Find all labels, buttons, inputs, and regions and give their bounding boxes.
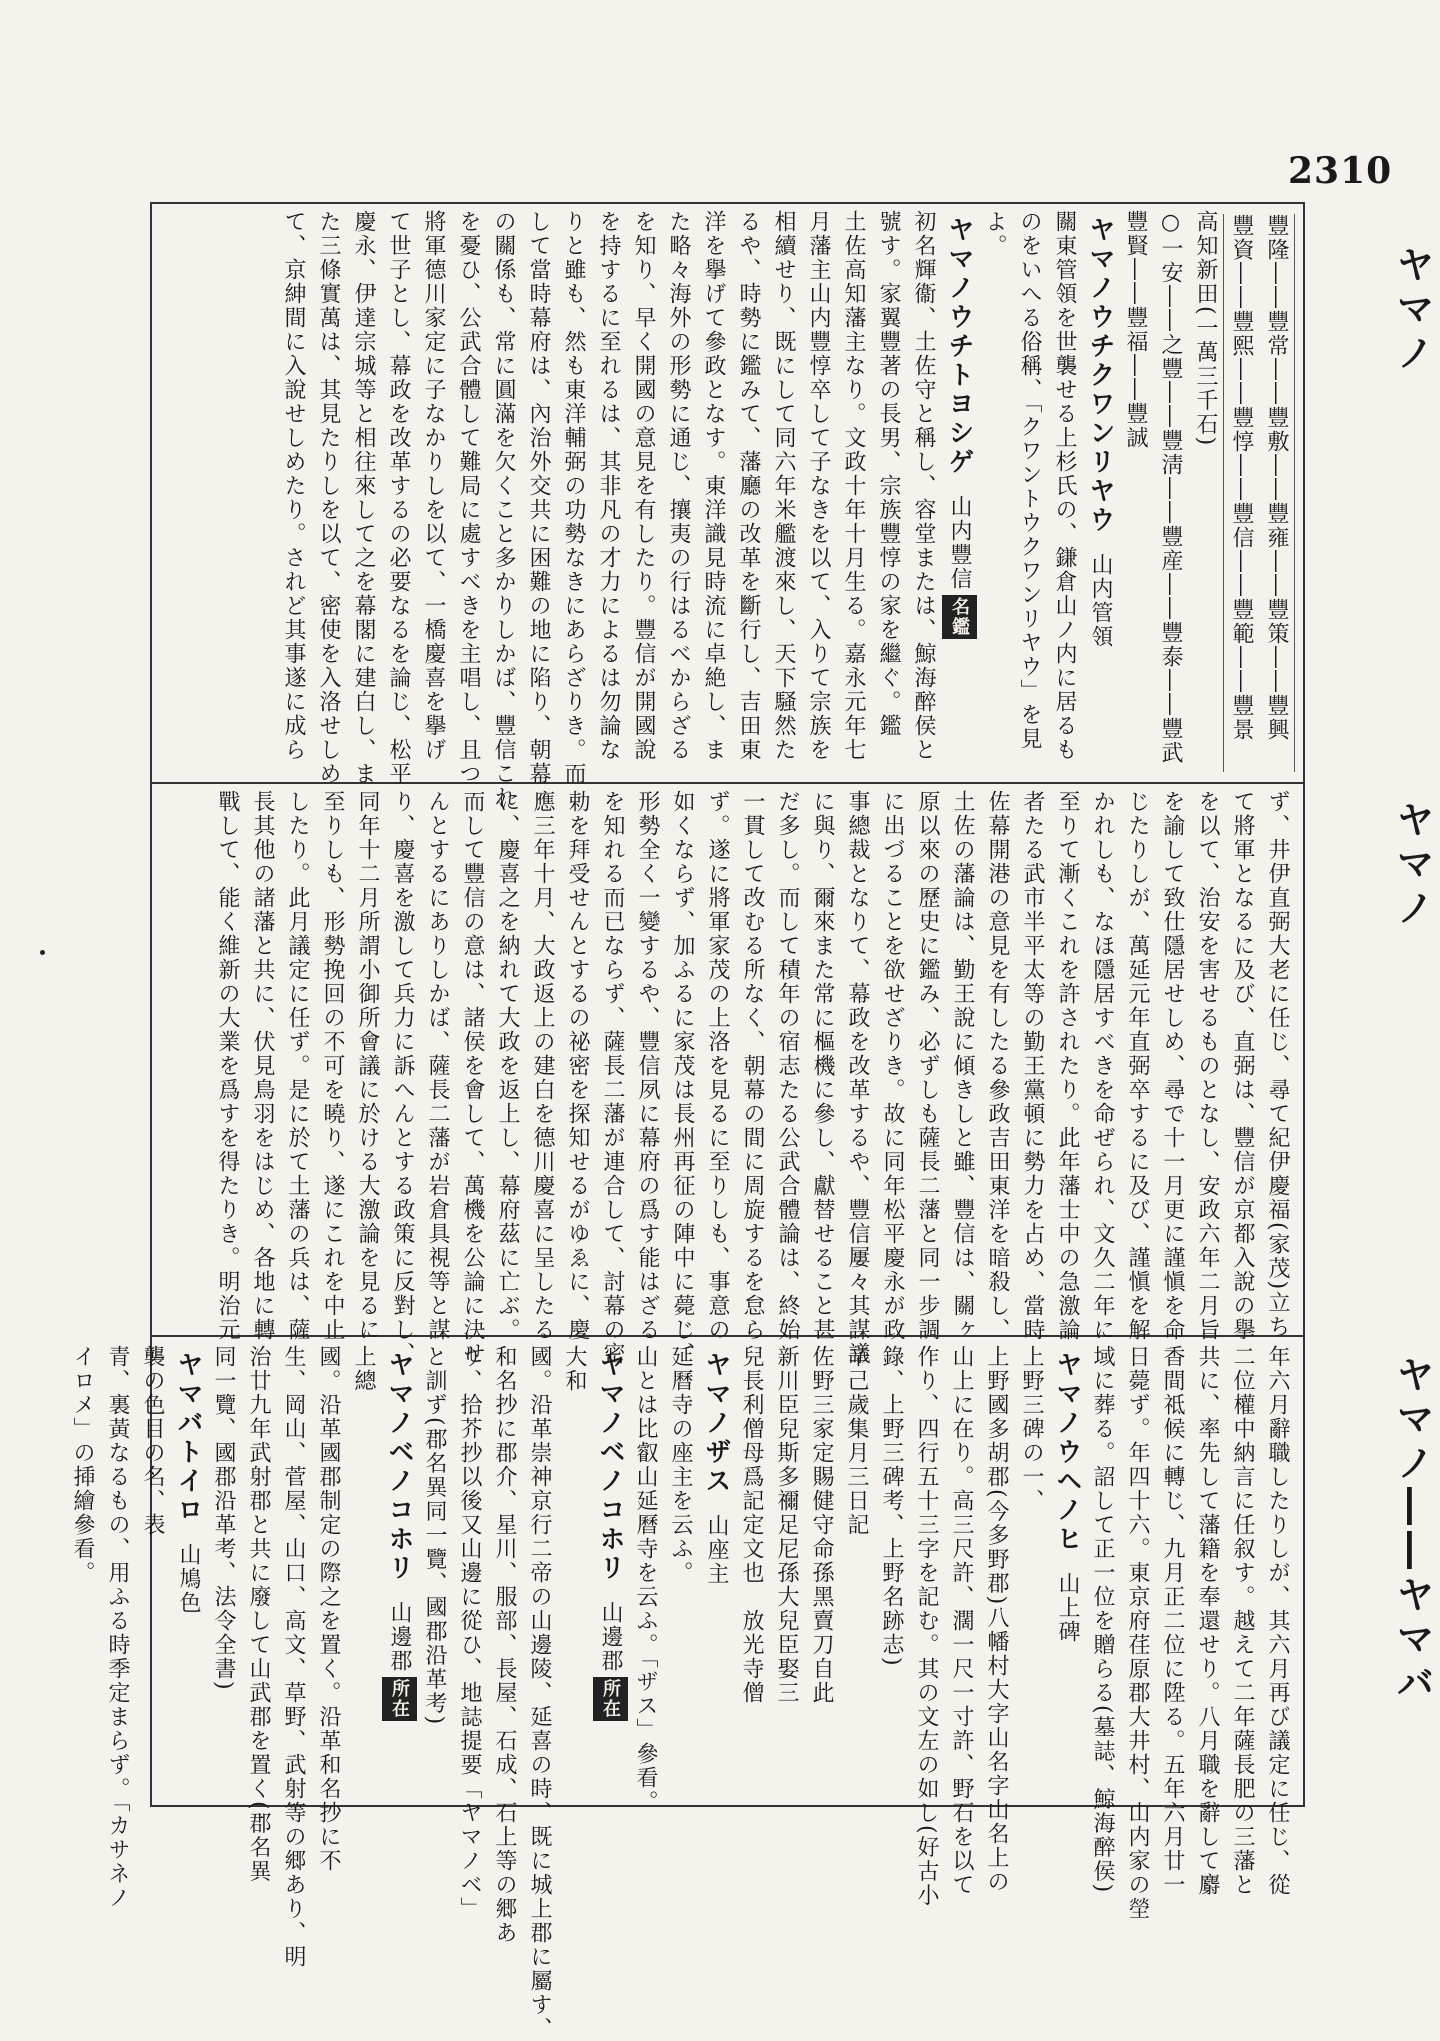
section-top: [160, 210, 1295, 810]
text-line: 和名抄に郡介、星川、服部、長屋、石成、石上等の郷あ: [492, 1345, 517, 1945]
text-line: よ。: [982, 210, 1007, 258]
text-line: 辛己歲集月三日記: [844, 1345, 869, 1537]
genealogy-chart: [1223, 214, 1295, 772]
text-line: 慶永、伊達宗城等と相往來して之を幕閣に建白し、ま: [351, 210, 376, 786]
entry-gloss: 山上碑: [1055, 1572, 1080, 1644]
genealogy-line: 豐資――豐熙――豐惇――豐信――豐範――豐景: [1229, 214, 1254, 742]
text-line: り、拾芥抄以後又山邊に從ひ、地誌提要「ヤマノベ」: [457, 1345, 482, 1921]
text-line: 國。沿革崇神京行二帝の山邊陵、延喜の時、既に城上郡に屬す、: [527, 1345, 552, 2041]
text-line: を憂ひ、公武合體して難局に處すべきを主唱し、且つ: [456, 210, 481, 786]
text-line: 而して豐信の意は、諸侯を會して、萬機を公論に決せ: [460, 790, 485, 1366]
text-line: して當時幕府は、內治外交共に困難の地に陷り、朝幕: [526, 210, 551, 786]
text-line: りと雖も、然も東洋輔弼の功勢なきにあらざりき。而: [561, 210, 586, 786]
text-line: の關係も、常に圓滿を欠くこと多かりしかば、豐信これ: [491, 210, 516, 810]
text-line: 初名輝衞、土佐守と稱し、容堂または、鯨海醉侯と: [911, 210, 936, 762]
text-line: 原以來の歷史に鑑み、必ずしも薩長二藩と同一步調: [915, 790, 940, 1342]
entry-term: ヤマノウチトヨシゲ: [944, 216, 974, 477]
text-line: 土佐の藩論は、勤王說に傾きしと雖、豐信は、關ヶ: [950, 790, 975, 1342]
text-line: 上野三碑の一、: [1019, 1345, 1044, 1513]
text-line: 應三年十月、大政返上の建白を德川慶喜に呈したる: [530, 790, 555, 1342]
entry-term: ヤマノベノコホリ: [384, 1351, 414, 1583]
text-line: に、慶喜之を納れて大政を返上し、幕府茲に亡ぶ。: [495, 790, 520, 1342]
entry-heading: [592, 1345, 628, 1800]
text-line: 勅を拜受せんとするの祕密を探知せるがゆゑに、慶: [565, 790, 590, 1342]
entry-term: ヤマノベノコホリ: [595, 1351, 625, 1583]
entry-gloss: 山鳩色: [176, 1543, 201, 1615]
entry-heading: [698, 1345, 734, 1800]
text-line: に與り、爾來また常に樞機に參し、獻替せること甚: [810, 790, 835, 1342]
text-line: んとするにありしかば、薩長二藩が岩倉具視等と謀: [425, 790, 450, 1342]
text-line: た略々海外の形勢に通じ、攘夷の行はるべからざる: [666, 210, 691, 762]
text-line: したり。此月議定に任ず。是に於て土藩の兵は、薩: [285, 790, 310, 1342]
entry-term: ヤマノウチクワンリヤウ: [1085, 216, 1115, 535]
text-line: 山とは比叡山延曆寺を云ふ。「ザス」參看。: [633, 1345, 658, 1814]
text-line: を諭して致仕隱居せしめ、尋で十一月更に謹愼を命: [1160, 790, 1185, 1342]
text-line: かれしも、なほ隱居すべきを命ぜられ、文久二年に: [1090, 790, 1115, 1342]
entry-term: ヤマノウヘノヒ: [1052, 1351, 1082, 1554]
text-line: るや、時勢に鑑みて、藩廳の改革を斷行し、吉田東: [736, 210, 761, 762]
running-header-1: ヤマノ: [1390, 245, 1434, 377]
text-line: に出づることを欲せざりき。故に同年松平慶永が政: [880, 790, 905, 1342]
text-line: 香間祗候に轉じ、九月正二位に陞る。五年六月廿一: [1160, 1345, 1185, 1897]
text-line: 洋を擧げて參政となす。東洋識見時流に卓絶し、ま: [701, 210, 726, 762]
genealogy-line: 高知新田(一萬三千石): [1193, 210, 1218, 448]
text-line: 至りて漸くこれを許されたり。此年藩士中の急激論: [1055, 790, 1080, 1342]
text-line: だ多し。而して積年の宿志たる公武合體論は、終始: [775, 790, 800, 1342]
text-line: 長其他の諸藩と共に、伏見鳥羽をはじめ、各地に轉: [250, 790, 275, 1342]
text-line: 兒長利僧母爲記定文也 放光寺僧: [739, 1345, 764, 1705]
text-line: 至りしも、形勢挽回の不可を曉り、遂にこれを中止: [320, 790, 345, 1342]
text-line: 事總裁となりて、幕政を改革するや、豐信屢々其謀議: [845, 790, 870, 1366]
text-line: 號す。家翼豐著の長男、宗族豐惇の家を繼ぐ。鑑: [876, 210, 901, 738]
entry-term: ヤマバトイロ: [173, 1351, 203, 1525]
genealogy-line: 豐隆――豐常――豐敷――豐雍――豐策――豐興: [1264, 214, 1289, 742]
entry-heading: [170, 1345, 206, 1800]
text-line: 襲の色目の名、表: [140, 1345, 165, 1537]
text-line: 生、岡山、菅屋、山口、高文、草野、武射等の郷あり、明: [281, 1345, 306, 1969]
running-header-2: ヤマノ: [1390, 800, 1434, 932]
text-line: 年六月辭職したりしが、其六月再び議定に任じ、從: [1265, 1345, 1290, 1897]
text-line: 一貫して改むる所なく、朝幕の間に周旋するを怠ら: [740, 790, 765, 1342]
entry-heading: [1049, 1345, 1085, 1800]
text-line: て世子とし、幕政を改革するの必要なるを論じ、松平: [386, 210, 411, 786]
genealogy-line: 豐賢――豐福――豐誠: [1123, 210, 1148, 450]
text-line: じたりしが、萬延元年直弼卒するに及び、謹愼を解: [1125, 790, 1150, 1342]
text-line: 土佐高知藩主なり。文政十年十月生る。嘉永元年七: [841, 210, 866, 762]
entry-gloss: 山邊郡: [598, 1601, 623, 1673]
entry-gloss: 山邊郡: [387, 1601, 412, 1673]
text-line: イロメ」の揷繪參看。: [70, 1345, 95, 1585]
text-line: 延曆寺の座主を云ふ。: [668, 1345, 693, 1585]
text-line: 同年十二月所謂小御所會議に於ける大激論を見るに: [355, 790, 380, 1342]
genealogy-line: ○一安――之豐――豐淸――豐産――豐泰――豐武: [1158, 210, 1183, 765]
category-badge: 名鑑: [942, 595, 977, 639]
text-line: 形勢全く一變するや、豐信夙に幕府の爲す能はざる: [635, 790, 660, 1342]
text-line: 同一覽、國郡沿革考、法令全書): [211, 1345, 236, 1692]
text-line: を以て、治安を害せるものとなし、安政六年二月旨: [1195, 790, 1220, 1342]
text-line: 大和: [562, 1345, 587, 1393]
text-line: 者たる武市半平太等の勤王黨頓に勢力を占め、當時: [1020, 790, 1045, 1342]
text-line: 青、裏黃なるもの、用ふる時季定まらず。「カサネノ: [105, 1345, 130, 1910]
text-line: 二位權中納言に任叙す。越えて二年薩長肥の三藩と: [1230, 1345, 1255, 1897]
section-middle: [160, 790, 1295, 1366]
text-line: 上野國多胡郡(今多野郡)八幡村大字山名字山名上の: [984, 1345, 1009, 1895]
text-line: 關東管領を世襲せる上杉氏の、鎌倉山ノ内に居るも: [1052, 210, 1077, 762]
category-badge: 所在: [593, 1677, 628, 1721]
text-line: り、慶喜を激して兵力に訴へんとする政策に反對し、: [390, 790, 415, 1366]
text-line: を知れる而已ならず、薩長二藩が連合して、討幕の密: [600, 790, 625, 1366]
scan-speck: [40, 950, 45, 955]
text-line: 山上に在り。高三尺許、濶一尺一寸許、野石を以て: [949, 1345, 974, 1897]
text-line: 如くならず、加ふるに家茂は長州再征の陣中に薨じ、: [670, 790, 695, 1366]
text-line: 上總: [351, 1345, 376, 1393]
entry-gloss: 山内豐信: [947, 495, 972, 591]
text-line: と訓ず(郡名異同一覽、國郡沿革考): [422, 1345, 447, 1727]
text-line: 佐野三家定賜健守命孫黑賣刀自此: [809, 1345, 834, 1705]
category-badge: 所在: [382, 1677, 417, 1721]
text-line: 戰して、能く維新の大業を爲すを得たりき。明治元: [215, 790, 240, 1342]
text-line: を持するに至れるは、其非凡の才力によるは勿論な: [596, 210, 621, 762]
text-line: 將軍德川家定に子なかりしを以て、一橋慶喜を擧げ: [421, 210, 446, 762]
entry-gloss: 山内管領: [1088, 553, 1113, 649]
text-line: 域に葬る。詔して正一位を贈らる(墓誌、鯨海醉侯): [1090, 1345, 1115, 1895]
text-line: て將軍となるに及び、直弼は、豐信が京都入說の擧: [1230, 790, 1255, 1342]
text-line: を知り、早く開國の意見を有したり。豐信が開國說: [631, 210, 656, 762]
text-line: 治廿九年武射郡と共に廢して山武郡を置く(郡名異: [246, 1345, 271, 1884]
entry-heading: [1082, 210, 1118, 776]
page-number: 2310: [1288, 150, 1393, 192]
text-line: のをいへる俗稱、「クワントウクワンリヤウ」を見: [1017, 210, 1042, 751]
text-line: 相續せり、既にして同六年米艦渡來し、天下騒然た: [771, 210, 796, 762]
text-line: 作り、四行五十三字を記む。其の文左の如し(好古小: [914, 1345, 939, 1908]
text-line: 共に、率先して藩籍を奉還せり。八月職を辭して麝: [1195, 1345, 1220, 1897]
section-bottom: [70, 1345, 1295, 2041]
text-line: 錄、上野三碑考、上野名跡志): [879, 1345, 904, 1668]
entry-term: ヤマノザス: [701, 1351, 731, 1496]
entry-gloss: 山座主: [704, 1514, 729, 1586]
entry-heading: [381, 1345, 417, 1800]
text-line: た三條實萬は、其見たりしを以て、密使を入洛せしめ: [316, 210, 341, 786]
text-line: て、京紳間に入說せしめたり。されど其事遂に成ら: [281, 210, 306, 762]
entry-heading: [941, 210, 977, 776]
running-header-3: ヤマノ――ヤマバ: [1390, 1355, 1434, 1707]
text-line: 日薨ず。年四十六。東京府荏原郡大井村、山内家の塋: [1125, 1345, 1150, 1921]
text-line: ず。遂に將軍家茂の上洛を見るに至りしも、事意の: [705, 790, 730, 1342]
text-line: 新川臣兒斯多禰足尼孫大兒臣娶三: [774, 1345, 799, 1705]
text-line: 國。沿革國郡制定の際之を置く。沿革和名抄に不: [316, 1345, 341, 1873]
text-line: ず、井伊直弼大老に任じ、尋て紀伊慶福(家茂)立ち: [1265, 790, 1290, 1340]
text-line: 佐幕開港の意見を有したる參政吉田東洋を暗殺し、: [985, 790, 1010, 1342]
text-line: 月藩主山内豐惇卒して子なきを以て、入りて宗族を: [806, 210, 831, 762]
